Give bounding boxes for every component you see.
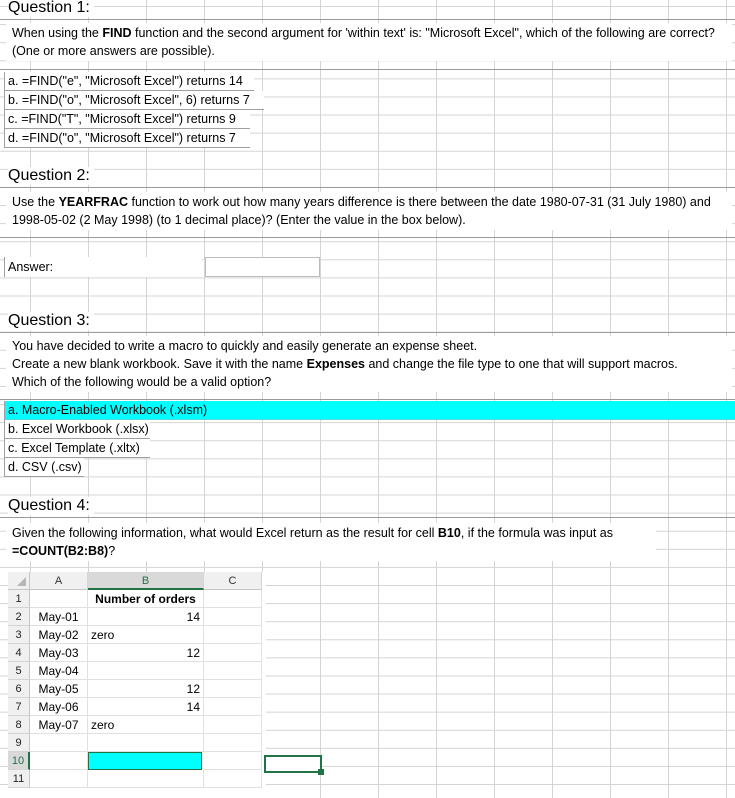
cell-a1: [30, 590, 88, 608]
cell-b: [88, 734, 204, 752]
cell-c1: [204, 590, 262, 608]
cell-a: May-05: [30, 680, 88, 698]
q1-option-b[interactable]: b. =FIND("o", "Microsoft Excel", 6) returns 7: [4, 91, 264, 110]
q3-option-c[interactable]: c. Excel Template (.xltx): [4, 439, 150, 458]
cell-a: May-02: [30, 626, 88, 644]
q3-option-a[interactable]: a. Macro-Enabled Workbook (.xlsm): [4, 401, 735, 420]
column-header-b: B: [88, 572, 204, 590]
cell-c10: [204, 752, 262, 770]
row-header: 3: [8, 626, 30, 644]
question-1-title: Question 1:: [8, 0, 94, 17]
answer-label: Answer:: [4, 257, 202, 277]
cell-b1: Number of orders: [88, 590, 204, 608]
q1-option-d[interactable]: d. =FIND("o", "Microsoft Excel") returns 7: [4, 129, 250, 148]
row-header: 11: [8, 770, 30, 788]
cell-c: [204, 734, 262, 752]
row-header: 7: [8, 698, 30, 716]
cell-a: May-06: [30, 698, 88, 716]
cell-b10: [88, 752, 202, 770]
q3-option-b[interactable]: b. Excel Workbook (.xlsx): [4, 420, 150, 439]
cell-b-text: zero: [88, 626, 204, 644]
cell-b-number: [88, 662, 204, 680]
cell-c: [204, 626, 262, 644]
question-4-text: Given the following information, what would Excel return as the result for cell B10, if the formula was input as =COUNT(B2:B8)?: [6, 523, 656, 561]
question-2-title: Question 2:: [8, 167, 94, 185]
row-header: 1: [8, 590, 30, 608]
question-3-title: Question 3:: [8, 312, 94, 330]
question-4-title: Question 4:: [8, 497, 94, 515]
cell-b-number: 14: [88, 608, 204, 626]
question-3-text: You have decided to write a macro to quickly and easily generate an expense sheet. Create a new blank workbook. Save it with the name Expenses and change the file type to one that will support macros. Which of the following would be a valid option?: [6, 336, 732, 392]
column-header-c: C: [204, 572, 262, 590]
cell-a: May-03: [30, 644, 88, 662]
cell-a: May-01: [30, 608, 88, 626]
q3-option-d[interactable]: d. CSV (.csv): [4, 458, 84, 477]
cell-c: [204, 608, 262, 626]
cell-c: [204, 716, 262, 734]
cell-b: [88, 770, 204, 788]
fill-handle-icon[interactable]: [318, 769, 324, 775]
row-header: 2: [8, 608, 30, 626]
cell-a: [30, 734, 88, 752]
question-2-text: Use the YEARFRAC function to work out how many years difference is there between the date 1980-07-31 (31 July 1980) and 1998-05-02 (2 May 1998) (to 1 decimal place)? (Enter the value in the box below).: [6, 192, 732, 230]
select-all-corner-icon: [8, 572, 30, 590]
cell-c: [204, 680, 262, 698]
row-header: 8: [8, 716, 30, 734]
cell-c: [204, 770, 262, 788]
cell-a: May-04: [30, 662, 88, 680]
question-1-text: When using the FIND function and the second argument for 'within text' is: "Microsoft Excel", which of the following are correct? (One or more answers are possible).: [6, 23, 732, 61]
cell-b-number: 12: [88, 680, 204, 698]
cell-c: [204, 644, 262, 662]
cell-b-text: zero: [88, 716, 204, 734]
active-cell-selection[interactable]: [264, 755, 322, 773]
row-header: 10: [8, 752, 30, 770]
answer-input[interactable]: [205, 257, 320, 277]
cell-c: [204, 698, 262, 716]
cell-b-number: 12: [88, 644, 204, 662]
cell-a: [30, 770, 88, 788]
cell-a10: [30, 752, 88, 770]
cell-c: [204, 662, 262, 680]
row-header: 5: [8, 662, 30, 680]
row-header: 6: [8, 680, 30, 698]
q1-option-c[interactable]: c. =FIND("T", "Microsoft Excel") returns 9: [4, 110, 250, 129]
spreadsheet-example: [8, 572, 266, 798]
cell-a: May-07: [30, 716, 88, 734]
cell-b-number: 14: [88, 698, 204, 716]
column-header-a: A: [30, 572, 88, 590]
row-header: 9: [8, 734, 30, 752]
row-header: 4: [8, 644, 30, 662]
q1-option-a[interactable]: a. =FIND("e", "Microsoft Excel") returns 14: [4, 72, 254, 91]
